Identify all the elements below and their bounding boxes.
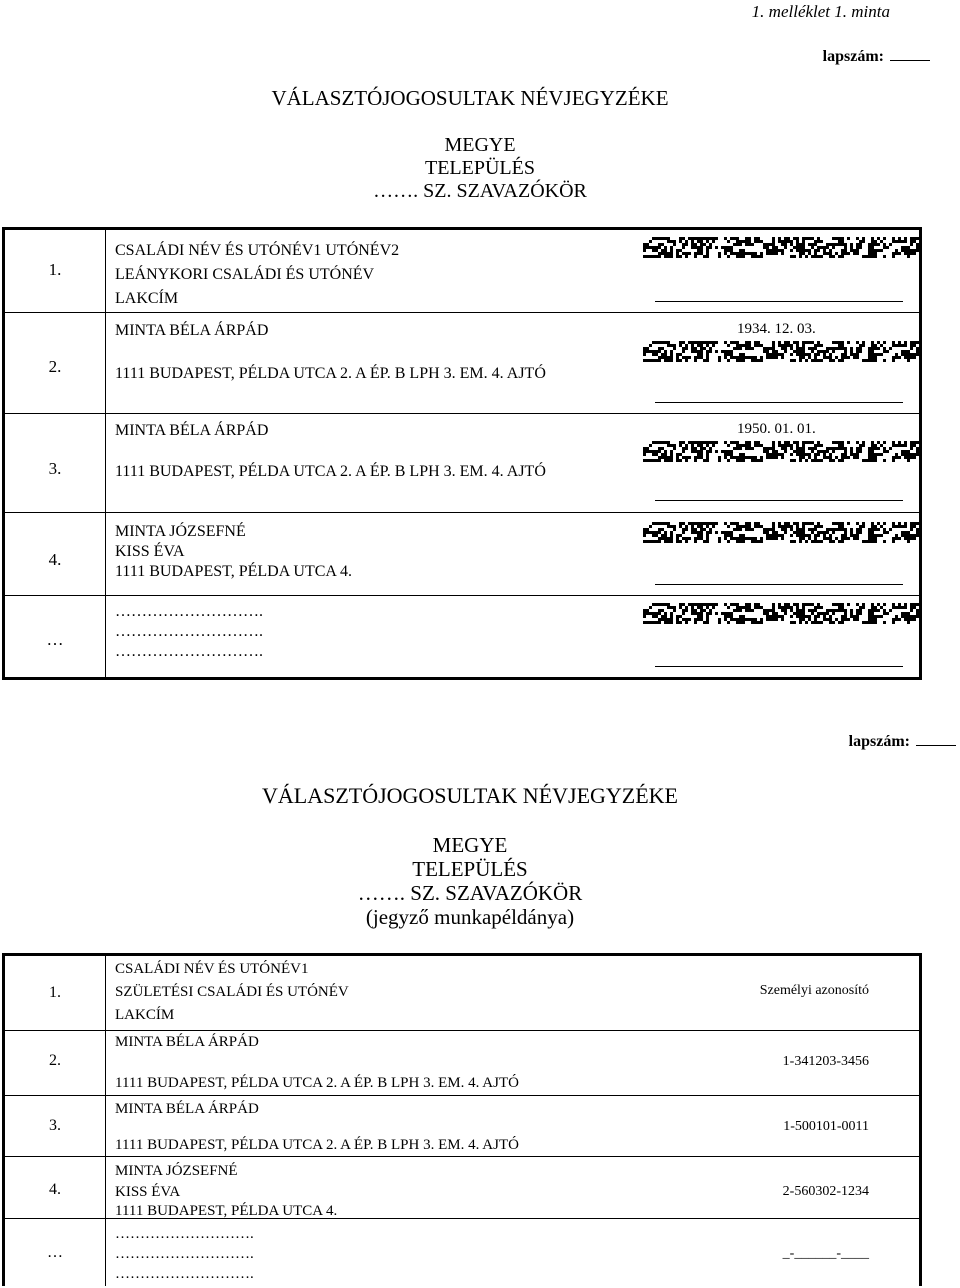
row-number: 2. xyxy=(49,1052,61,1069)
placeholder-line: ………………………. xyxy=(115,1246,254,1262)
header-maiden-name-label: LEÁNYKORI CSALÁDI ÉS UTÓNÉV xyxy=(115,266,375,283)
settlement-label: TELEPÜLÉS xyxy=(425,157,535,179)
signature-line xyxy=(655,301,903,302)
row-number: 2. xyxy=(48,357,62,376)
signature-barcode xyxy=(639,601,925,625)
notary-copy-label: (jegyző munkapéldánya) xyxy=(365,905,575,929)
voter-birth-name: KISS ÉVA xyxy=(115,1184,181,1200)
birth-date: 1950. 01. 01. xyxy=(737,421,816,437)
voter-name: MINTA JÓZSEFNÉ xyxy=(115,1163,238,1179)
row-number: … xyxy=(47,1244,63,1261)
district-header xyxy=(0,134,960,203)
row-separator xyxy=(5,413,919,414)
header-number: 1. xyxy=(49,984,61,1001)
voter-address: 1111 BUDAPEST, PÉLDA UTCA 2. A ÉP. B LPH 3. EM. 4. AJTÓ xyxy=(115,1137,519,1153)
county-label: MEGYE xyxy=(444,134,516,156)
signature-barcode xyxy=(639,439,925,463)
placeholder-line: ………………………. xyxy=(115,1226,254,1242)
signature-line xyxy=(655,402,903,403)
header-address-label: LAKCÍM xyxy=(115,290,179,307)
settlement-label: TELEPÜLÉS xyxy=(412,857,528,881)
header-address-label: LAKCÍM xyxy=(115,1007,175,1023)
header-number: 1. xyxy=(48,260,62,279)
row-number: 3. xyxy=(49,1117,61,1134)
voter-address: 1111 BUDAPEST, PÉLDA UTCA 2. A ÉP. B LPH 3. EM. 4. AJTÓ xyxy=(115,463,546,480)
column-divider xyxy=(105,956,106,1286)
voter-name: MINTA BÉLA ÁRPÁD xyxy=(115,322,269,339)
voter-name: MINTA JÓZSEFNÉ xyxy=(115,523,246,540)
notary-register-table xyxy=(2,953,922,1286)
row-separator xyxy=(5,512,919,513)
voter-name: MINTA BÉLA ÁRPÁD xyxy=(115,422,269,439)
row-separator xyxy=(5,312,919,313)
row-number: 4. xyxy=(48,550,62,569)
register-title: VÁLASZTÓJOGOSULTAK NÉVJEGYZÉKE xyxy=(271,86,669,110)
row-separator xyxy=(5,1095,919,1096)
header-name-label: CSALÁDI NÉV ÉS UTÓNÉV1 xyxy=(115,961,309,977)
voter-address: 1111 BUDAPEST, PÉLDA UTCA 2. A ÉP. B LPH 3. EM. 4. AJTÓ xyxy=(115,1075,519,1091)
signature-line xyxy=(655,500,903,501)
voter-address: 1111 BUDAPEST, PÉLDA UTCA 4. xyxy=(115,1203,338,1219)
personal-id: 1-341203-3456 xyxy=(782,1054,869,1069)
header-name-label: CSALÁDI NÉV ÉS UTÓNÉV1 UTÓNÉV2 xyxy=(115,242,400,259)
row-number: 4. xyxy=(49,1181,61,1198)
column-divider xyxy=(105,230,106,677)
voter-birth-name: KISS ÉVA xyxy=(115,543,185,560)
annex-label: 1. melléklet 1. minta xyxy=(751,2,890,21)
voter-name: MINTA BÉLA ÁRPÁD xyxy=(115,1101,259,1117)
personal-id: 1-500101-0011 xyxy=(783,1119,869,1134)
register-table xyxy=(2,227,922,680)
signature-barcode xyxy=(639,235,925,259)
personal-id-blank: _-______-____ xyxy=(782,1246,869,1261)
district-label: ……. SZ. SZAVAZÓKÖR xyxy=(373,180,587,202)
placeholder-line: ………………………. xyxy=(115,623,263,640)
voter-name: MINTA BÉLA ÁRPÁD xyxy=(115,1034,259,1050)
signature-line xyxy=(655,666,903,667)
header-birth-name-label: SZÜLETÉSI CSALÁDI ÉS UTÓNÉV xyxy=(115,984,349,1000)
placeholder-line: ………………………. xyxy=(115,603,263,620)
district-header xyxy=(0,833,940,929)
county-label: MEGYE xyxy=(432,833,508,857)
birth-date: 1934. 12. 03. xyxy=(737,321,816,337)
signature-line xyxy=(655,584,903,585)
signature-barcode xyxy=(639,339,925,363)
personal-id-label: Személyi azonosító xyxy=(759,983,869,998)
row-number: 3. xyxy=(48,459,62,478)
register-title: VÁLASZTÓJOGOSULTAK NÉVJEGYZÉKE xyxy=(261,783,678,808)
row-number: … xyxy=(46,630,64,649)
district-label: ……. SZ. SZAVAZÓKÖR xyxy=(357,881,583,905)
sheet-number-blank xyxy=(890,60,930,61)
sheet-number-label: lapszám: xyxy=(849,733,956,751)
sheet-number-blank xyxy=(916,745,956,746)
row-separator xyxy=(5,1156,919,1157)
row-separator xyxy=(5,595,919,596)
voter-address: 1111 BUDAPEST, PÉLDA UTCA 4. xyxy=(115,563,353,580)
sheet-number-label: lapszám: xyxy=(823,48,930,66)
placeholder-line: ………………………. xyxy=(115,643,263,660)
placeholder-line: ………………………. xyxy=(115,1266,254,1282)
signature-barcode xyxy=(639,520,925,544)
voter-address: 1111 BUDAPEST, PÉLDA UTCA 2. A ÉP. B LPH 3. EM. 4. AJTÓ xyxy=(115,365,546,382)
personal-id: 2-560302-1234 xyxy=(782,1184,869,1199)
